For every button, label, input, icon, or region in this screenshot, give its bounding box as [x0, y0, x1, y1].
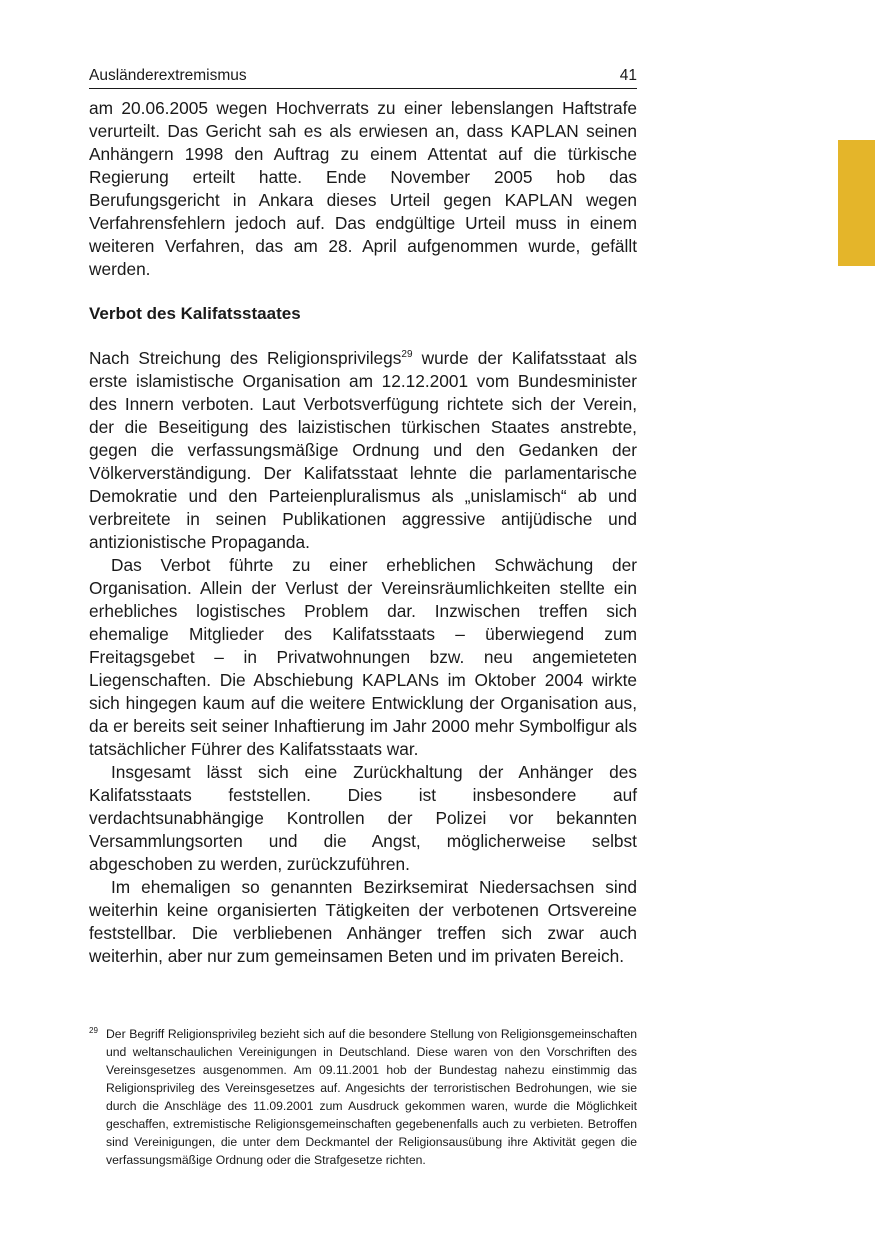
paragraph-3: Insgesamt lässt sich eine Zurückhaltung der Anhänger des Kalifatsstaats feststellen. Dies ist insbesondere auf verdachtsunabhängige Kontrollen der Polizei vor bekannten Versammlungsorten und die Angst, möglicherweise selbst abgeschoben zu werden, zurückzuführen. — [89, 762, 637, 874]
paragraph-2: Das Verbot führte zu einer erheblichen Schwächung der Organisation. Allein der Verlust der Vereinsräumlichkeiten stellte ein erhebliches logistisches Problem dar. Inzwischen treffen sich ehemalige Mitglieder des Kalifatsstaats – überwiegend zum Freitagsgebet – in Privatwohnungen bzw. neu angemieteten Liegenschaften. Die Abschiebung KAPLANs im Oktober 2004 wirkte sich hingegen kaum auf die weitere Entwicklung der Organisation aus, da er bereits seit seiner Inhaftierung im Jahr 2000 mehr Symbolfigur als tatsächlicher Führer des Kalifatsstaats war. — [89, 555, 637, 759]
footnote — [89, 1025, 637, 1169]
footnote-reference[interactable]: 29 — [401, 349, 413, 360]
section-heading: Verbot des Kalifatsstaates — [89, 304, 301, 323]
footnote-number: 29 — [89, 1026, 98, 1035]
running-header — [89, 66, 637, 89]
paragraph-1-start: Nach Streichung des Religionsprivilegs — [89, 348, 402, 368]
chapter-title: Ausländerextremismus — [89, 67, 247, 84]
paragraph-4: Im ehemaligen so genannten Bezirksemirat Niedersachsen sind weiterhin keine organisierten Tätigkeiten der verbotenen Ortsvereine feststellbar. Die verbliebenen Anhänger treffen sich zwar auch weiterhin, aber nur zum gemeinsamen Beten und im privaten Bereich. — [89, 877, 637, 966]
paragraph-1 — [89, 347, 637, 554]
paragraph-1-rest: wurde der Kalifatsstaat als erste islamistische Organisation am 12.12.2001 vom Bundesminister des Innern verboten. Laut Verbotsverfügung richtete sich der Verein, der die Beseitigung des laizistischen türkischen Staates anstrebte, gegen die verfassungsmäßige Ordnung und den Gedanken der Völkerverständigung. Der Kalifatsstaat lehnte die parlamentarische Demokratie und den Parteienpluralismus als „unislamisch“ ab und verbreitete in seinen Publikationen aggressive antijüdische und antizionistische Propaganda. — [89, 348, 637, 552]
page-number: 41 — [619, 67, 637, 84]
footnote-text: Der Begriff Religionsprivileg bezieht sich auf die besondere Stellung von Religionsgemeinschaften und weltanschaulichen Vereinigungen in Deutschland. Diese waren von den Vorschriften des Vereinsgesetzes ausgenommen. Am 09.11.2001 hob der Bundestag nahezu einstimmig das Religionsprivileg des Vereinsgesetzes auf. Angesichts der terroristischen Bedrohungen, wie sie durch die Anschläge des 11.09.2001 zum Ausdruck gekommen waren, wurde die Möglichkeit geschaffen, extremistische Religionsgemeinschaften gegebenenfalls auch zu verbieten. Betroffen sind Vereinigungen, die unter dem Deckmantel der Religionsausübung ihre Aktivität gegen die verfassungsmäßige Ordnung oder die Strafgesetze richten. — [106, 1027, 637, 1167]
chapter-tab-marker — [838, 140, 875, 266]
intro-paragraph: am 20.06.2005 wegen Hochverrats zu einer lebenslangen Haftstrafe verurteilt. Das Gericht sah es als erwiesen an, dass KAPLAN seinen Anhängern 1998 den Auftrag zu einem Attentat auf die türkische Regierung erteilt hatte. Ende November 2005 hob das Berufungsgericht in Ankara dieses Urteil gegen KAPLAN wegen Verfahrensfehlern jedoch auf. Das endgültige Urteil muss in einem weiteren Verfahren, das am 28. April aufgenommen wurde, gefällt werden. — [89, 98, 637, 279]
main-text — [89, 97, 637, 968]
